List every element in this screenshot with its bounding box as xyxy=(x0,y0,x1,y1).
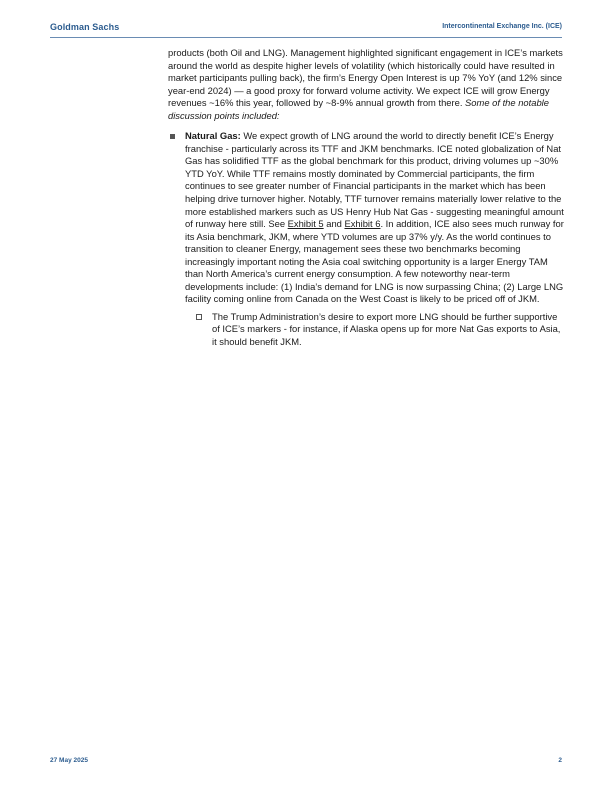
page-number: 2 xyxy=(558,757,562,764)
bullet-paragraph xyxy=(185,130,566,306)
sub-bullet-text: The Trump Administration’s desire to export more LNG should be further supportive of ICE’s markers - for instance, if Alaska opens up for more Nat Gas exports to Asia, it should benefit JKM. xyxy=(212,310,561,348)
trump-sub-bullet xyxy=(212,311,566,349)
footer-date: 27 May 2025 xyxy=(50,757,88,764)
company-name: Intercontinental Exchange Inc. (ICE) xyxy=(442,23,562,30)
intro-paragraph xyxy=(168,47,566,122)
square-bullet-icon xyxy=(170,134,175,139)
intro-text: products (both Oil and LNG). Management highlighted significant engagement in ICE’s markets around the world as despite higher levels of volatility (which historically could have resulted in market participants pulling back), the firm’s Energy Open Interest is up 7% YoY (and 12% since year-end 2024) — a good proxy for forward volume activity. We expect ICE will grow Energy revenues ~16% this year, followed by ~8-9% annual growth from there. xyxy=(168,47,563,109)
bullet-text-1: We expect growth of LNG around the world to directly benefit ICE’s Energy franchise - particularly across its TTF and JKM benchmarks. ICE noted globalization of Nat Gas has solidified TTF as the global benchmark for this product, driving volumes up ~30% YTD YoY. While TTF remains mostly dominated by Commercial participants, the firm continues to see greater number of Financial participants in the market which has been helping drive turnover higher. Notably, TTF turnover remains materially lower relative to the more established markers such as US Henry Hub Nat Gas - suggesting meaningful amount of runway here still. See xyxy=(185,130,564,230)
report-body xyxy=(168,47,566,349)
exhibit-6-link[interactable]: Exhibit 6 xyxy=(344,218,381,230)
brand-name: Goldman Sachs xyxy=(50,22,120,32)
page-header xyxy=(50,22,562,38)
bullet-title: Natural Gas: xyxy=(185,130,241,142)
bullet-text-2: . In addition, ICE also sees much runway for its Asia benchmark, JKM, where YTD volumes are up 37% y/y. As the world continues to transition to cleaner Energy, management sees these two benchmarks becoming increasingly important noting the Asia coal switching opportunity is a larger Energy TAM than North America’s current energy consumption. A few noteworthy near-term developments include: (1) India’s demand for LNG is now surpassing China; (2) Large LNG facility coming online from Canada on the West Coast is likely to be priced off of JKM. xyxy=(185,218,564,305)
natural-gas-bullet xyxy=(168,130,566,306)
intro-italic: Some of the notable discussion points included: xyxy=(168,97,549,121)
exhibit-5-link[interactable]: Exhibit 5 xyxy=(287,218,324,230)
hollow-square-bullet-icon xyxy=(196,314,202,320)
bullet-and: and xyxy=(323,218,345,230)
